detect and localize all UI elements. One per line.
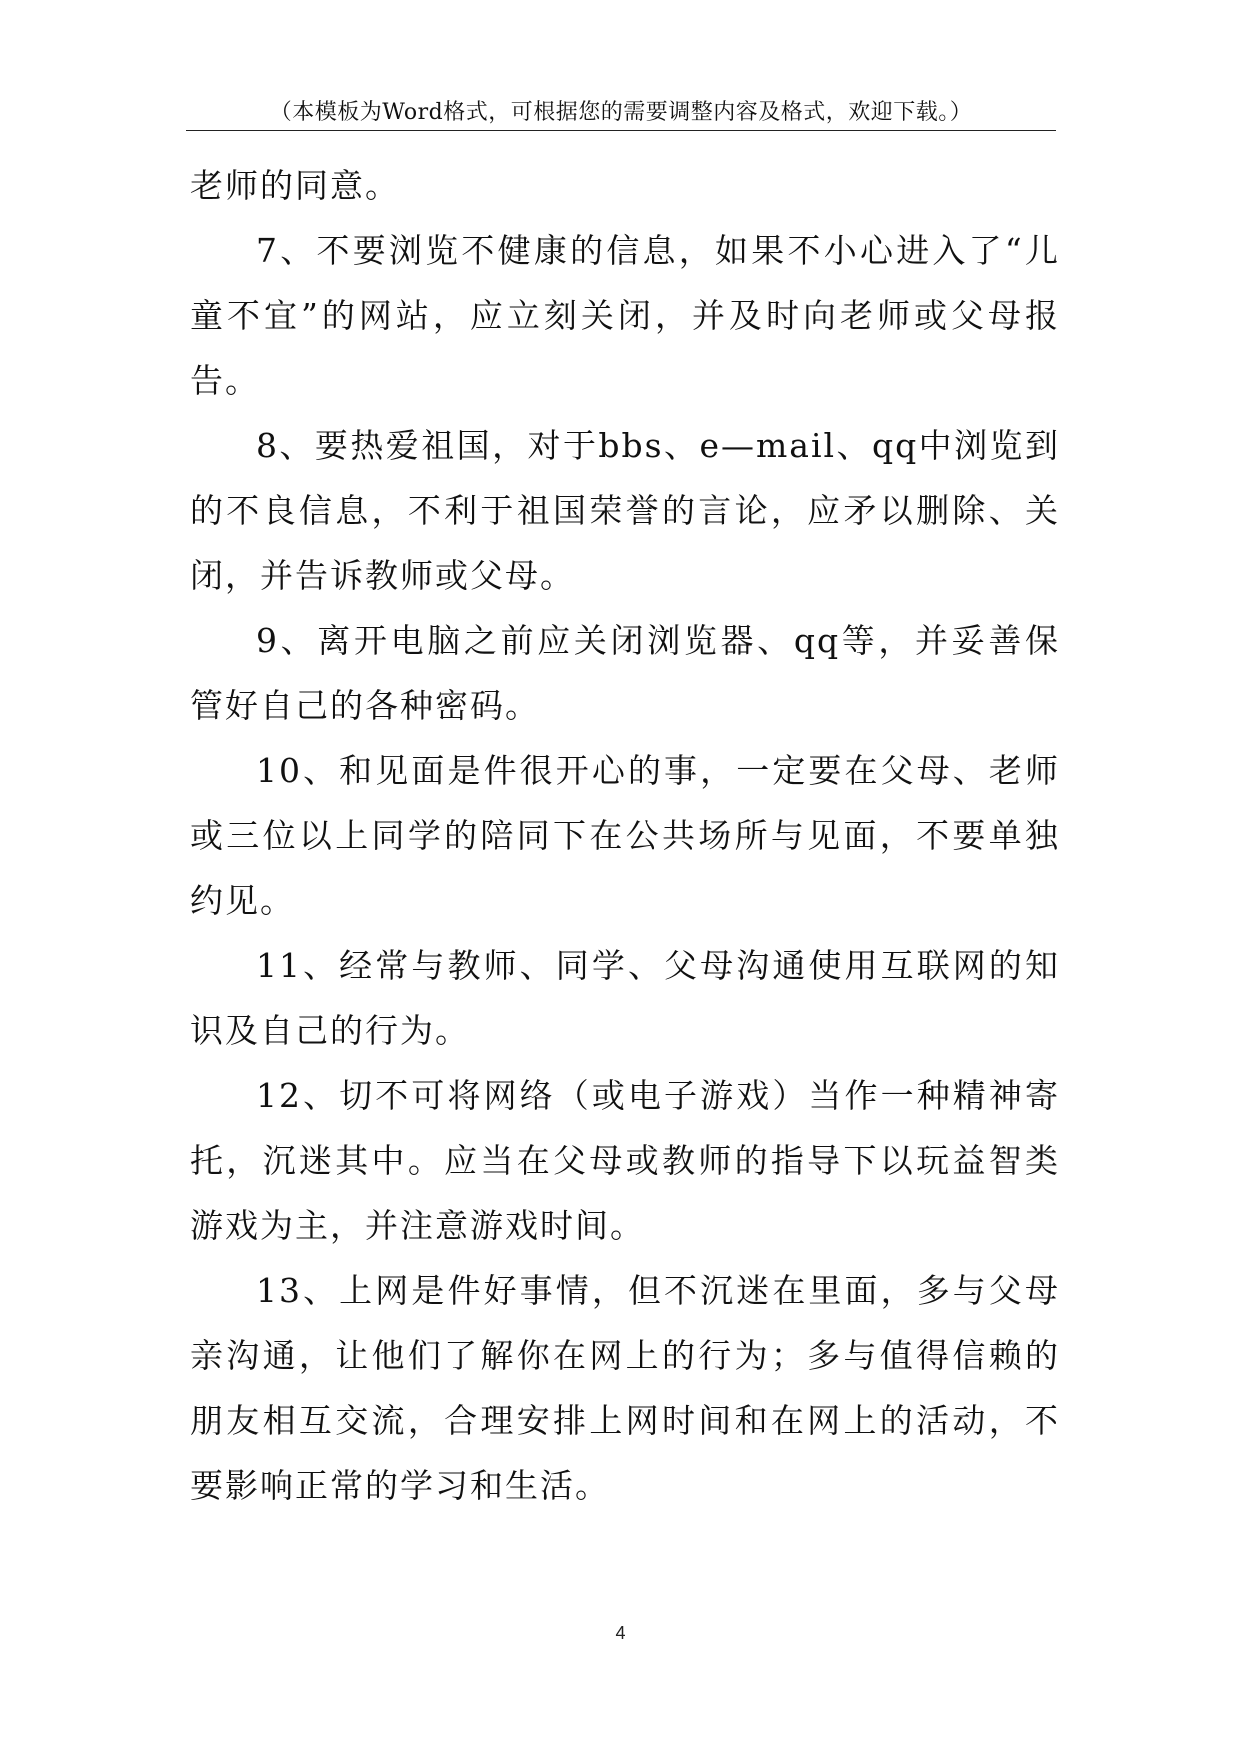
paragraph-item-12: 12、切不可将网络（或电子游戏）当作一种精神寄托，沉迷其中。应当在父母或教师的指导下以玩益智类游戏为主，并注意游戏时间。: [190, 1076, 1060, 1245]
paragraph-item-13: 13、上网是件好事情，但不沉迷在里面，多与父母亲沟通，让他们了解你在网上的行为；多与值得信赖的朋友相互交流，合理安排上网时间和在网上的活动，不要影响正常的学习和生活。: [190, 1271, 1060, 1505]
paragraph-item-8: 8、要热爱祖国，对于bbs、e—mail、qq中浏览到的不良信息，不利于祖国荣誉的言论，应矛以删除、关闭，并告诉教师或父母。: [190, 426, 1060, 595]
paragraph-item-9: 9、离开电脑之前应关闭浏览器、qq等，并妥善保管好自己的各种密码。: [190, 621, 1060, 725]
paragraph-item-7: 7、不要浏览不健康的信息，如果不小心进入了“儿童不宜”的网站，应立刻关闭，并及时向老师或父母报告。: [190, 231, 1060, 400]
header-divider: [186, 130, 1056, 131]
paragraph-item-11: 11、经常与教师、同学、父母沟通使用互联网的知识及自己的行为。: [190, 946, 1060, 1050]
page-number: 4: [615, 1623, 626, 1643]
paragraph-continuation: 老师的同意。: [190, 166, 400, 205]
page-header: （本模板为Word格式，可根据您的需要调整内容及格式，欢迎下载。）: [269, 100, 973, 125]
document-body: [190, 153, 1060, 1518]
paragraph-item-10: 10、和见面是件很开心的事，一定要在父母、老师或三位以上同学的陪同下在公共场所与见面，不要单独约见。: [190, 751, 1060, 920]
